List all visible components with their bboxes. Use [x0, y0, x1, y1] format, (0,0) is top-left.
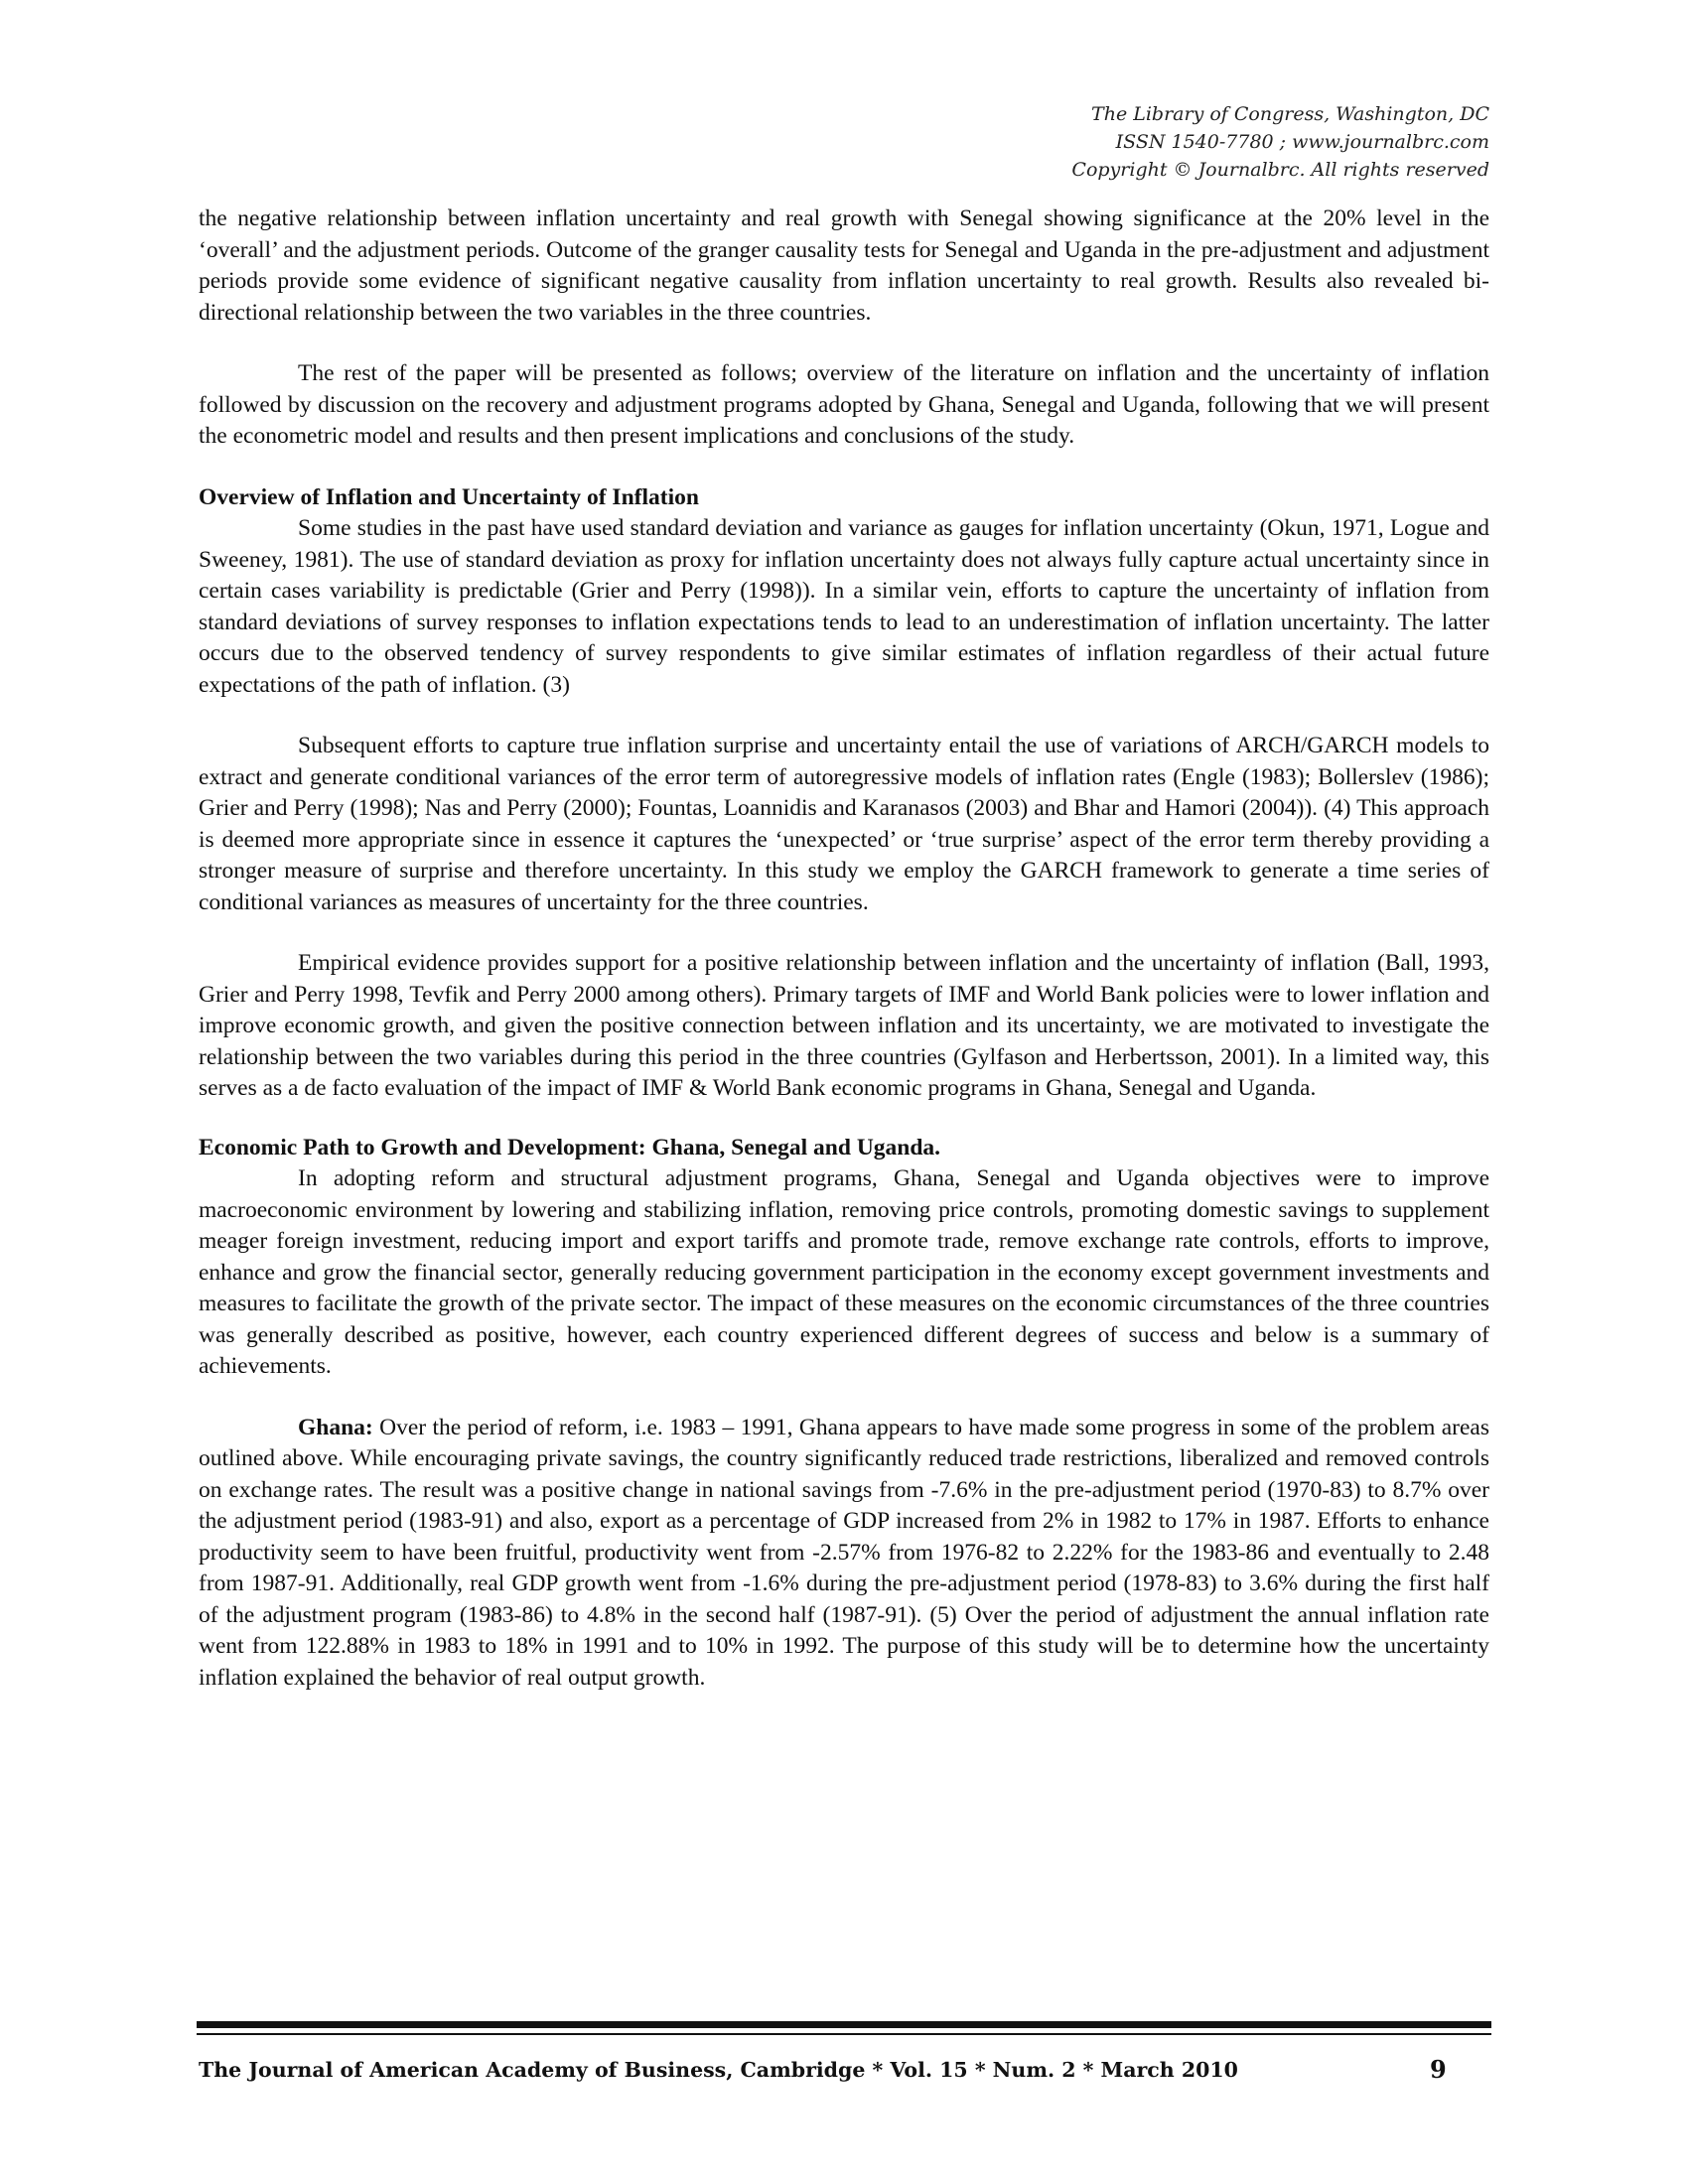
page-header [794, 100, 1489, 184]
paragraph-economic-path: In adopting reform and structural adjustment programs, Ghana, Senegal and Uganda objectives were to improve macroeconomic environment by lowering and stabilizing inflation, removing price controls, promoting domestic savings to supplement meager foreign investment, reducing import and export tariffs and promote trade, remove exchange rate controls, efforts to improve, enhance and grow the financial sector, generally reducing government participation in the economy except government investments and measures to facilitate the growth of the private sector. The impact of these measures on the economic circumstances of the three countries was generally described as positive, however, each country experienced different degrees of success and below is a summary of achievements. [199, 1165, 1489, 1379]
paragraph-intro-continued: the negative relationship between inflation uncertainty and real growth with Senegal showing significance at the 20% level in the ‘overall’ and the adjustment periods. Outcome of the granger causality tests for Senegal and Uganda in the pre-adjustment and adjustment periods provide some evidence of significant negative causality from inflation uncertainty to real growth. Results also revealed bi-directional relationship between the two variables in the three countries. [199, 205, 1489, 326]
section-heading-overview: Overview of Inflation and Uncertainty of Inflation [199, 483, 699, 510]
header-copyright-line: Copyright © Journalbrc. All rights reserved [1071, 159, 1489, 181]
ghana-text: Over the period of reform, i.e. 1983 – 1991, Ghana appears to have made some progress in some of the problem areas outlined above. While encouraging private savings, the country significantly reduced trade restrictions, liberalized and removed controls on exchange rates. The result was a positive change in national savings from -7.6% in the pre-adjustment period (1970-83) to 8.7% over the adjustment period (1983-91) and also, export as a percentage of GDP increased from 2% in 1982 to 17% in 1987. Efforts to enhance productivity seem to have been fruitful, productivity went from -2.57% from 1976-82 to 2.22% for the 1983-86 and eventually to 2.48 from 1987-91. Additionally, real GDP growth went from -1.6% during the pre-adjustment period (1978-83) to 3.6% during the first half of the adjustment program (1983-86) to 4.8% in the second half (1987-91). (5) Over the period of adjustment the annual inflation rate went from 122.88% in 1983 to 18% in 1991 and to 10% in 1992. The purpose of this study will be to determine how the uncertainty inflation explained the behavior of real output growth. [199, 1414, 1489, 1691]
paragraph-overview-2: Subsequent efforts to capture true inflation surprise and uncertainty entail the use of variations of ARCH/GARCH models to extract and generate conditional variances of the error term of autoregressive models of inflation rates (Engle (1983); Bollerslev (1986); Grier and Perry (1998); Nas and Perry (2000); Fountas, Loannidis and Karanasos (2003) and Bhar and Hamori (2004)). (4) This approach is deemed more appropriate since in essence it captures the ‘unexpected’ or ‘true surprise’ aspect of the error term thereby providing a stronger measure of surprise and therefore uncertainty. In this study we employ the GARCH framework to generate a time series of conditional variances as measures of uncertainty for the three countries. [199, 733, 1489, 915]
paragraph-outline: The rest of the paper will be presented as follows; overview of the literature on inflation and the uncertainty of inflation followed by discussion on the recovery and adjustment programs adopted by Ghana, Senegal and Uganda, following that we will present the econometric model and results and then present implications and conclusions of the study. [199, 360, 1489, 449]
header-library-line: The Library of Congress, Washington, DC [1091, 103, 1489, 125]
footer-rule-thick [197, 2021, 1491, 2028]
ghana-lead: Ghana: [298, 1414, 373, 1440]
paragraph-ghana [199, 1413, 1489, 1695]
footer-journal-citation: The Journal of American Academy of Business, Cambridge * Vol. 15 * Num. 2 * March 2010 [199, 2058, 1238, 2082]
paragraph-overview-1: Some studies in the past have used standard deviation and variance as gauges for inflation uncertainty (Okun, 1971, Logue and Sweeney, 1981). The use of standard deviation as proxy for inflation uncertainty does not always fully capture actual uncertainty since in certain cases variability is predictable (Grier and Perry (1998)). In a similar vein, efforts to capture the uncertainty of inflation from standard deviations of survey responses to inflation expectations tends to lead to an underestimation of inflation uncertainty. The latter occurs due to the observed tendency of survey respondents to give similar estimates of inflation regardless of their actual future expectations of the path of inflation. (3) [199, 515, 1489, 698]
article-body [199, 204, 1489, 1694]
page-number: 9 [1430, 2055, 1447, 2084]
footer-rule-thin [197, 2033, 1491, 2035]
section-heading-economic-path: Economic Path to Growth and Development: Ghana, Senegal and Uganda. [199, 1134, 941, 1160]
paragraph-overview-3: Empirical evidence provides support for a positive relationship between inflation and the uncertainty of inflation (Ball, 1993, Grier and Perry 1998, Tevfik and Perry 2000 among others). Primary targets of IMF and World Bank policies were to lower inflation and improve economic growth, and given the positive connection between inflation and its uncertainty, we are motivated to investigate the relationship between the two variables during this period in the three countries (Gylfason and Herbertsson, 2001). In a limited way, this serves as a de facto evaluation of the impact of IMF & World Bank economic programs in Ghana, Senegal and Uganda. [199, 950, 1489, 1101]
header-issn-line: ISSN 1540-7780 ; www.journalbrc.com [1115, 131, 1489, 153]
